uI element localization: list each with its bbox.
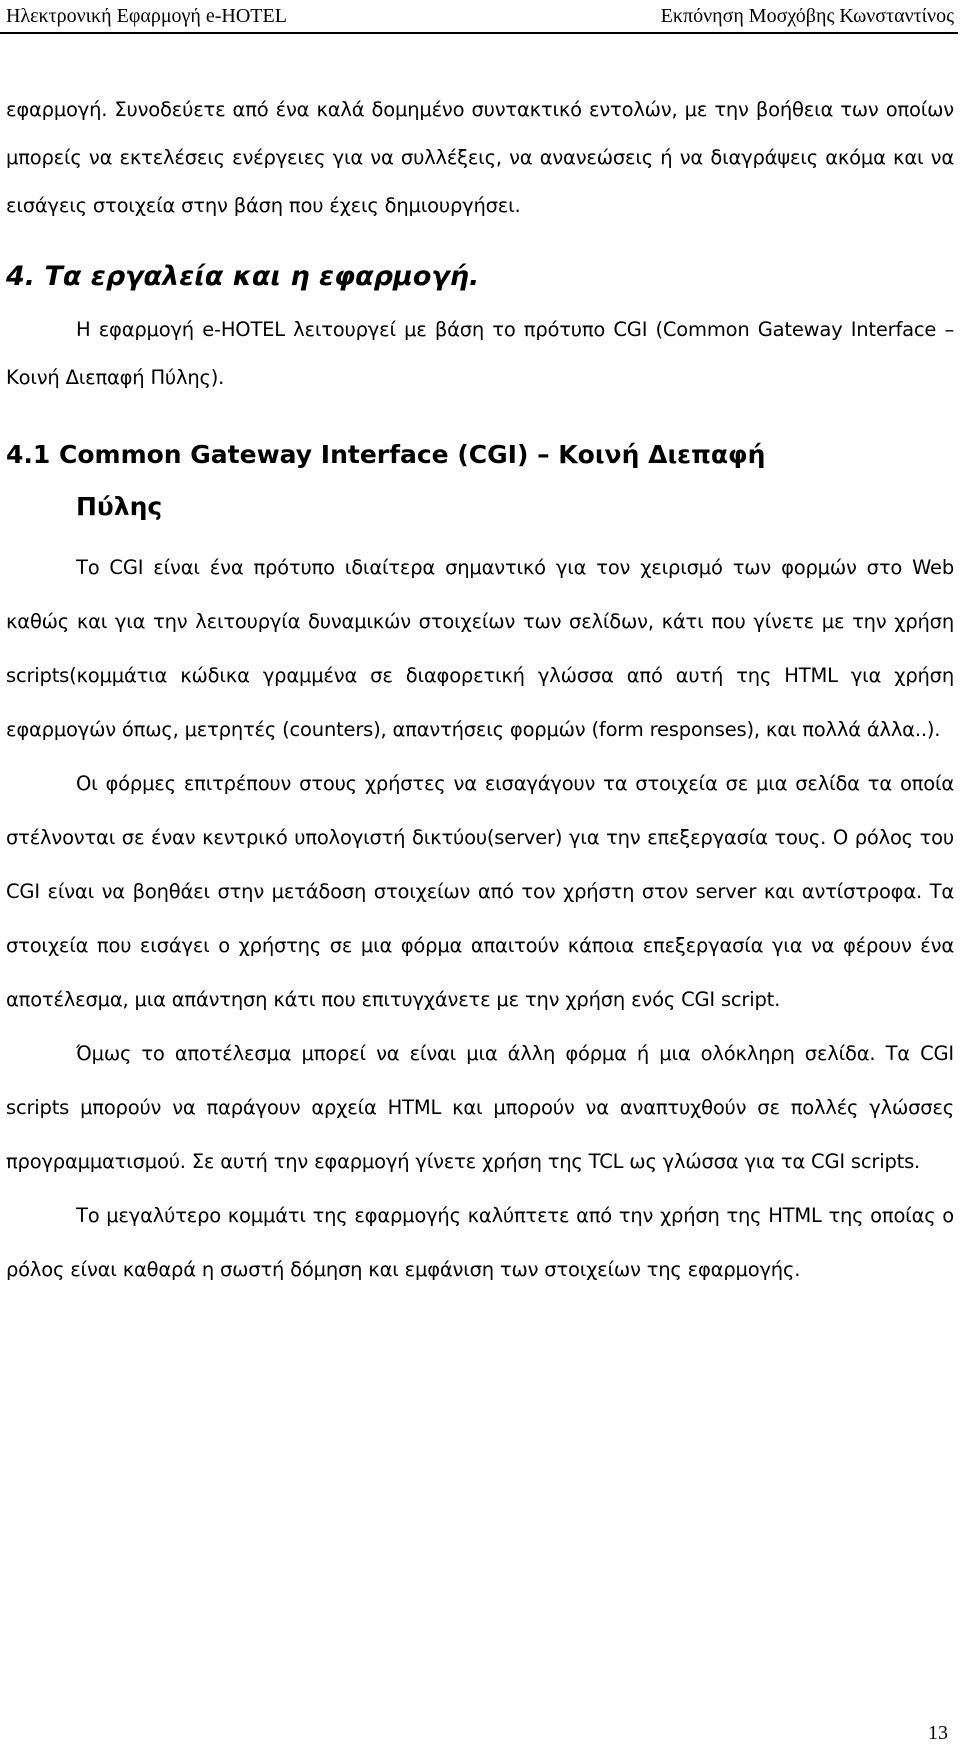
- section-4-heading: 4. Τα εργαλεία και η εφαρμογή.: [6, 261, 480, 292]
- section-4-1-heading: [6, 429, 954, 533]
- section-4-1-paragraph-4: Το μεγαλύτερο κομμάτι της εφαρμογής καλύπτετε από την χρήση της HTML της οποίας ο ρόλος είναι καθαρά η σωστή δόμηση και εμφάνιση των στοιχείων της εφαρμογής.: [6, 1204, 954, 1282]
- page-header: [0, 2, 958, 34]
- section-4-1-paragraph-1: Το CGI είναι ένα πρότυπο ιδιαίτερα σημαντικό για τον χειρισμό των φορμών στο Web καθώς και για την λειτουργία δυναμικών στοιχείων των σελίδων, κάτι που γίνετε με την χρήση scripts(κομμάτια κώδικα γραμμένα σε διαφορετική γλώσσα από αυτή της HTML για χρήση εφαρμογών όπως, μετρητές (counters), απαντήσεις φορμών (form responses), και πολλά άλλα..).: [6, 556, 954, 742]
- page-number: 13: [928, 1722, 948, 1744]
- section-4-1-paragraph-2: Οι φόρμες επιτρέπουν στους χρήστες να εισαγάγουν τα στοιχεία σε μια σελίδα τα οποία στέλνονται σε έναν κεντρικό υπολογιστή δικτύου(server) για την επεξεργασία τους. Ο ρόλος του CGI είναι να βοηθάει στην μετάδοση στοιχείων από τον χρήστη στον server και αντίστροφα. Τα στοιχεία που εισάγει ο χρήστης σε μια φόρμα απαιτούν κάποια επεξεργασία για να φέρουν ένα αποτέλεσμα, μια απάντηση κάτι που επιτυγχάνετε με την χρήση ενός CGI script.: [6, 772, 954, 1012]
- header-title: Ηλεκτρονική Εφαρμογή e-HOTEL: [6, 5, 287, 27]
- intro-paragraph: εφαρμογή. Συνοδεύετε από ένα καλά δομημένο συντακτικό εντολών, με την βοήθεια των οποίων μπορείς να εκτελέσεις ενέργειες για να συλλέξεις, να ανανεώσεις ή να διαγράψεις ακόμα και να εισάγεις στοιχεία στην βάση που έχεις δημιουργήσει.: [6, 98, 954, 217]
- section-4-1-paragraph-3: Όμως το αποτέλεσμα μπορεί να είναι μια άλλη φόρμα ή μια ολόκληρη σελίδα. Τα CGI scripts μπορούν να παράγουν αρχεία HTML και μπορούν να αναπτυχθούν σε πολλές γλώσσες προγραμματισμού. Σε αυτή την εφαρμογή γίνετε χρήση της TCL ως γλώσσα για τα CGI scripts.: [6, 1042, 954, 1174]
- section-4-1-heading-line2: Πύλης: [76, 492, 163, 522]
- document-body: [6, 86, 954, 1297]
- header-author: Εκπόνηση Μοσχόβης Κωνσταντίνος: [660, 5, 954, 27]
- section-4-paragraph: Η εφαρμογή e-HOTEL λειτουργεί με βάση το πρότυπο CGI (Common Gateway Interface – Κοινή Διεπαφή Πύλης).: [6, 318, 954, 390]
- section-4-1-heading-line1: 4.1 Common Gateway Interface (CGI) – Κοινή Διεπαφή: [6, 440, 766, 470]
